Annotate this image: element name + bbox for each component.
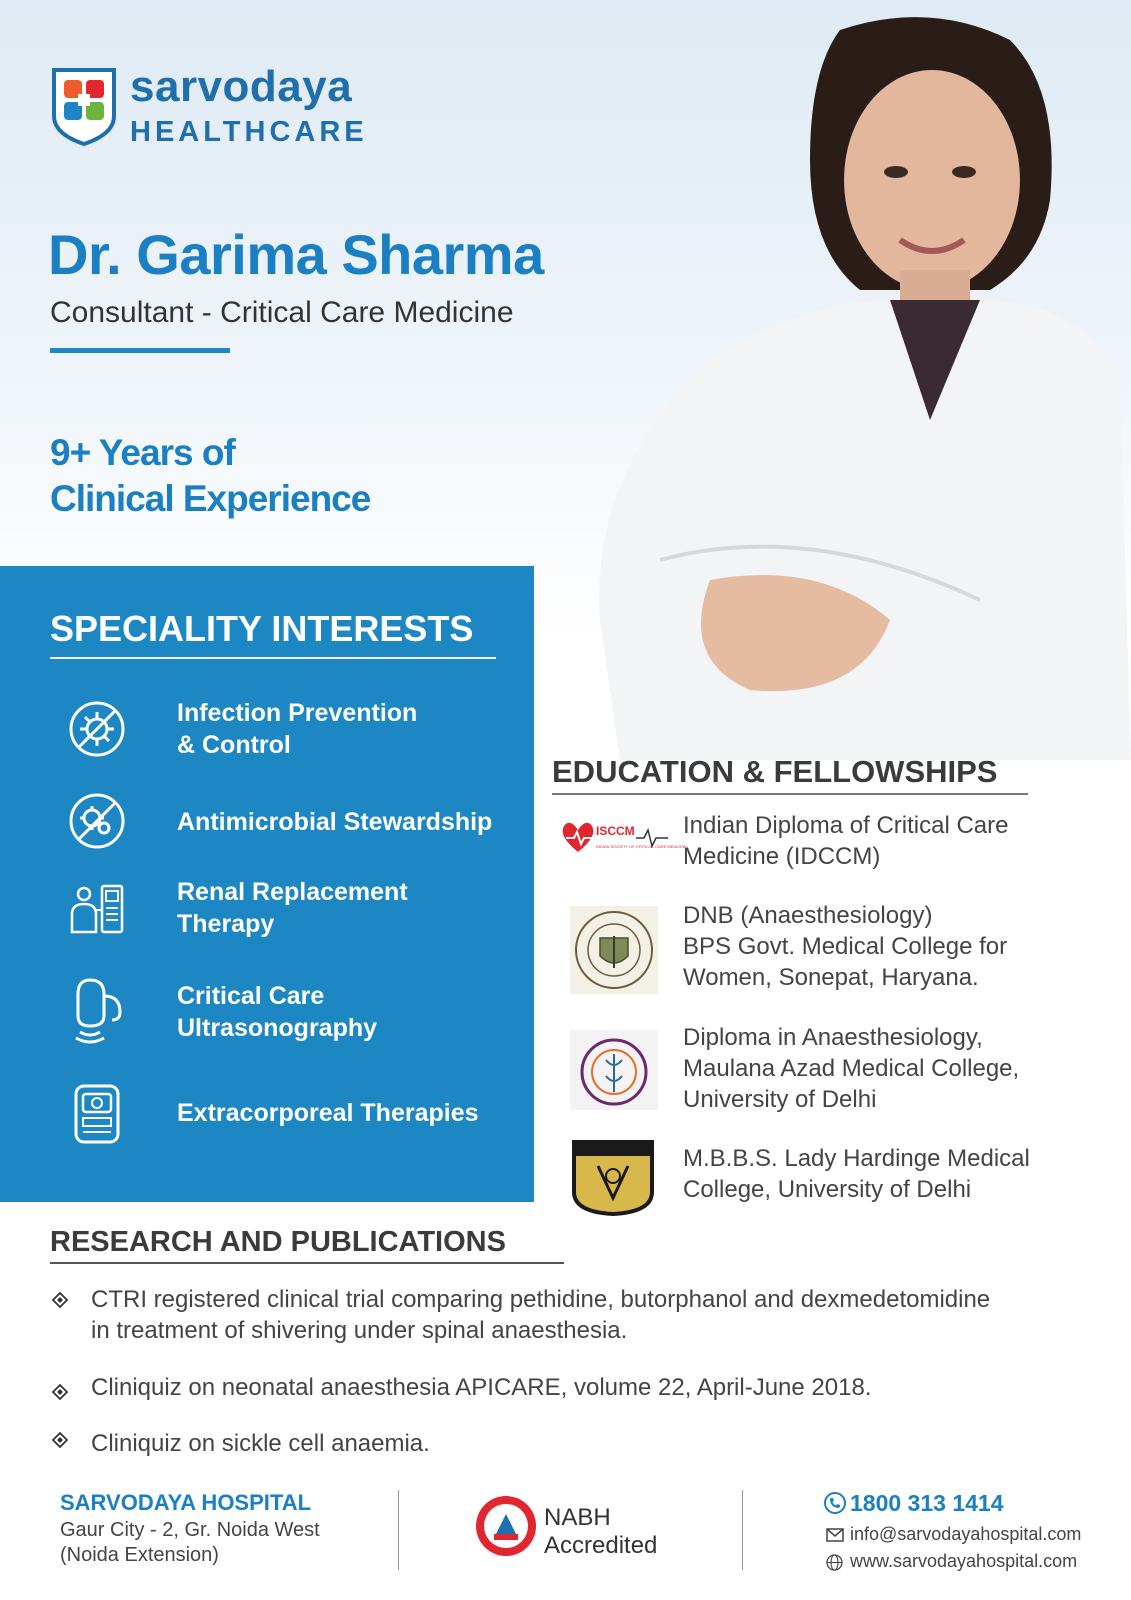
research-heading: RESEARCH AND PUBLICATIONS <box>50 1226 506 1258</box>
nabh-seal-icon <box>474 1494 538 1558</box>
education-line: DNB (Anaesthesiology) <box>683 902 933 929</box>
isccm-logo <box>560 808 687 868</box>
education-line: Indian Diploma of Critical Care <box>683 812 1009 839</box>
research-item <box>91 1372 871 1403</box>
hospital-name: SARVODAYA HOSPITAL <box>60 1490 312 1515</box>
diamond-bullet-icon <box>52 1384 68 1400</box>
phone-icon <box>824 1492 846 1514</box>
education-item-diploma <box>683 1022 1019 1115</box>
globe-icon <box>826 1554 843 1571</box>
speciality-item-extracorporeal <box>177 1097 479 1129</box>
speciality-item-ultrasonography <box>177 980 377 1044</box>
speciality-line: Renal Replacement <box>177 878 408 906</box>
research-rule <box>50 1262 564 1264</box>
footer-divider <box>742 1490 743 1570</box>
experience-line-1: 9+ Years of <box>50 432 235 473</box>
diamond-bullet-icon <box>52 1432 68 1448</box>
virus-shield-icon <box>68 700 126 758</box>
nabh-accredited-label: Accredited <box>544 1532 658 1559</box>
ultrasound-probe-icon <box>68 976 126 1046</box>
speciality-heading: SPECIALITY INTERESTS <box>50 608 474 649</box>
education-line: Diploma in Anaesthesiology, <box>683 1024 983 1051</box>
hospital-address-line-2: (Noida Extension) <box>60 1544 219 1566</box>
education-line: BPS Govt. Medical College for <box>683 933 1008 960</box>
research-item <box>91 1284 990 1346</box>
speciality-line: & Control <box>177 731 291 759</box>
speciality-rule <box>50 657 496 659</box>
education-line: Maulana Azad Medical College, <box>683 1055 1020 1082</box>
research-line: in treatment of shivering under spinal anaesthesia. <box>91 1317 628 1344</box>
education-item-idccm <box>683 810 1008 872</box>
education-item-mbbs <box>683 1143 1030 1205</box>
speciality-item-infection-prevention <box>177 697 417 761</box>
speciality-line: Therapy <box>177 910 275 938</box>
research-line: Cliniquiz on neonatal anaesthesia APICARE, volume 22, April-June 2018. <box>91 1374 872 1401</box>
sarvodaya-logo-mark <box>50 66 118 146</box>
dialysis-machine-icon <box>68 880 126 938</box>
phone-number[interactable]: 1800 313 1414 <box>850 1490 1004 1516</box>
title-underline <box>50 348 230 353</box>
education-item-dnb <box>683 900 1007 993</box>
speciality-item-renal <box>177 876 408 940</box>
speciality-item-antimicrobial <box>177 806 492 838</box>
brand-subtitle: HEALTHCARE <box>130 116 368 148</box>
footer-divider <box>398 1490 399 1570</box>
hospital-address-line-1: Gaur City - 2, Gr. Noida West <box>60 1519 320 1541</box>
microbe-icon <box>68 792 126 850</box>
research-line: CTRI registered clinical trial comparing pethidine, butorphanol and dexmedetomidine <box>91 1286 991 1313</box>
lhmc-seal <box>568 1136 658 1216</box>
research-line: Cliniquiz on sickle cell anaemia. <box>91 1430 430 1457</box>
speciality-line: Critical Care <box>177 982 325 1010</box>
doctor-name: Dr. Garima Sharma <box>48 223 544 286</box>
doctor-photo <box>560 0 1131 760</box>
diamond-bullet-icon <box>52 1292 68 1308</box>
speciality-line: Ultrasonography <box>177 1014 378 1042</box>
education-line: Women, Sonepat, Haryana. <box>683 964 979 991</box>
speciality-line: Infection Prevention <box>177 699 418 727</box>
ecmo-device-icon <box>68 1082 126 1146</box>
speciality-line: Antimicrobial Stewardship <box>177 808 493 836</box>
education-line: University of Delhi <box>683 1086 877 1113</box>
experience-line-2: Clinical Experience <box>50 478 371 519</box>
maulana-azad-seal <box>570 1030 658 1110</box>
speciality-line: Extracorporeal Therapies <box>177 1099 479 1127</box>
website-link[interactable]: www.sarvodayahospital.com <box>850 1551 1078 1571</box>
isccm-logo-text: ISCCM <box>596 824 635 838</box>
research-item <box>91 1428 430 1459</box>
brand-name: sarvodaya <box>130 62 353 111</box>
mail-icon <box>826 1528 844 1542</box>
isccm-logo-small-text: INDIAN SOCIETY OF CRITICAL CARE MEDICINE <box>596 844 687 849</box>
email-link[interactable]: info@sarvodayahospital.com <box>850 1524 1082 1544</box>
education-line: College, University of Delhi <box>683 1176 972 1203</box>
nabh-label: NABH <box>544 1504 611 1531</box>
education-rule <box>552 793 1028 795</box>
education-heading: EDUCATION & FELLOWSHIPS <box>552 754 998 789</box>
bps-college-seal <box>570 906 658 994</box>
doctor-title: Consultant - Critical Care Medicine <box>50 296 514 329</box>
education-line: Medicine (IDCCM) <box>683 843 881 870</box>
education-line: M.B.B.S. Lady Hardinge Medical <box>683 1145 1030 1172</box>
